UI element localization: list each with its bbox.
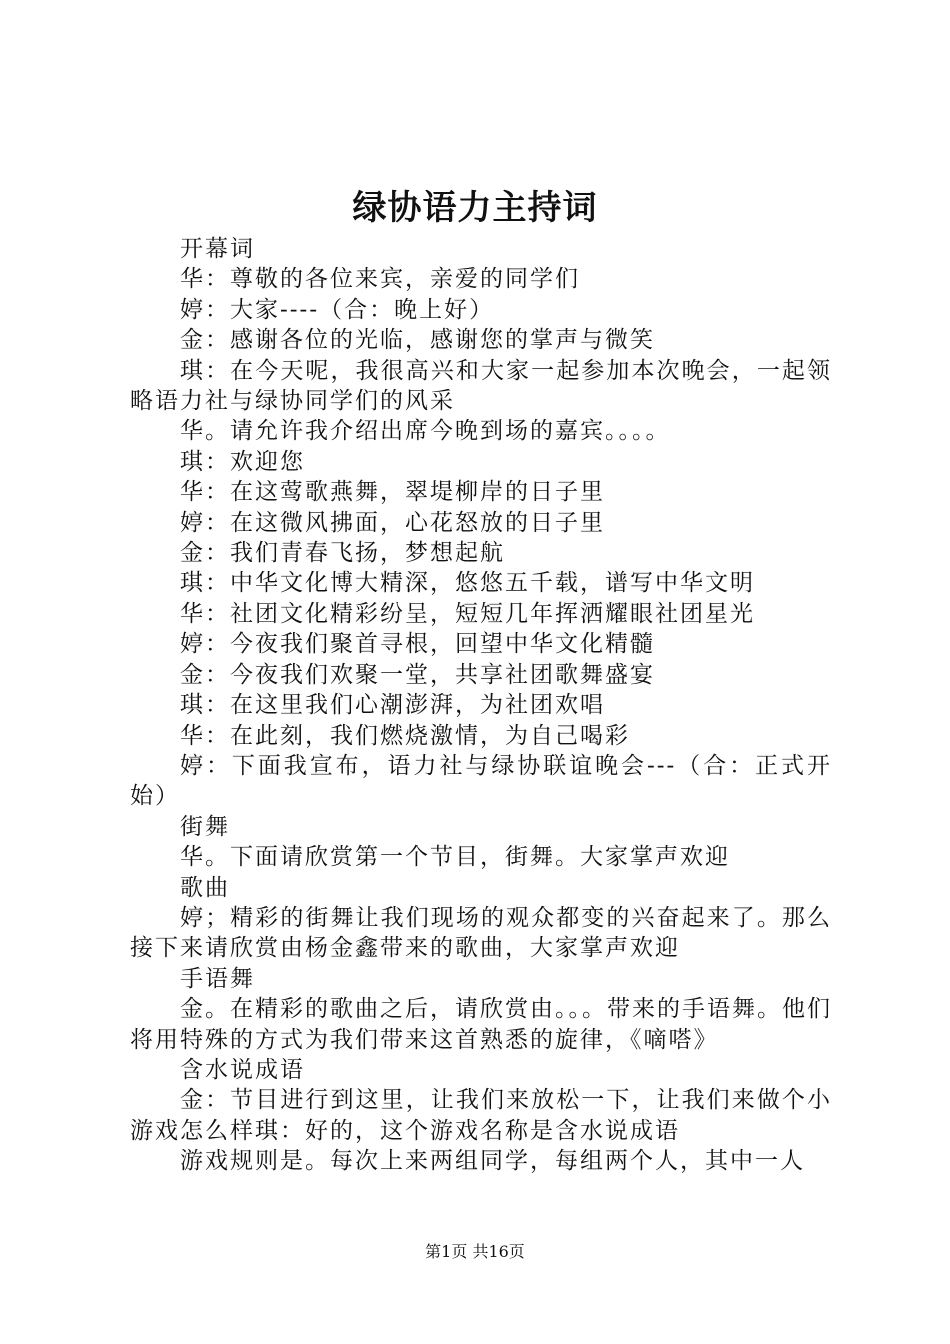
document-body: [130, 234, 832, 1177]
document-title: 绿协语力主持词: [352, 188, 598, 228]
paragraph: 开幕词: [180, 236, 255, 262]
paragraph: 游戏规则是。每次上来两组同学，每组两个人，其中一人: [180, 1148, 805, 1175]
paragraph: 华：在此刻，我们燃烧激情，为自己喝彩: [180, 722, 630, 749]
paragraph: 婷：下面我宣布，语力社与绿协联谊晚会---（合：正式开始）: [130, 752, 832, 810]
paragraph: 金：节目进行到这里，让我们来放松一下，让我们来做个小游戏怎么样琪：好的，这个游戏名称是含水说成语: [130, 1087, 832, 1144]
section-heading: 含水说成语: [180, 1056, 305, 1083]
paragraph: 琪：在这里我们心潮澎湃，为社团欢唱: [180, 692, 605, 719]
paragraph: 华。请允许我介绍出席今晚到场的嘉宾。。。。: [180, 418, 671, 445]
section-heading: 手语舞: [180, 965, 255, 992]
paragraph: 金：我们青春飞扬，梦想起航: [180, 540, 505, 567]
paragraph: 婷：今夜我们聚首寻根，回望中华文化精髓: [180, 631, 655, 658]
page-number-footer: 第1页 共16页: [425, 1242, 525, 1261]
paragraph: 琪：欢迎您: [180, 448, 305, 475]
paragraph: 华：在这莺歌燕舞，翠堤柳岸的日子里: [180, 479, 605, 506]
paragraph: 琪：中华文化博大精深，悠悠五千载，谱写中华文明: [180, 570, 755, 597]
section-heading: 歌曲: [180, 874, 230, 901]
paragraph: 婷：大家----（合：晚上好）: [180, 296, 495, 323]
paragraph: 琪：在今天呢，我很高兴和大家一起参加本次晚会，一起领略语力社与绿协同学们的风采: [130, 357, 832, 415]
paragraph: 金：今夜我们欢聚一堂，共享社团歌舞盛宴: [180, 661, 655, 688]
paragraph: 婷：在这微风拂面，心花怒放的日子里: [180, 509, 605, 536]
paragraph: 金。在精彩的歌曲之后，请欣赏由。。。带来的手语舞。他们将用特殊的方式为我们带来这首熟悉的旋律，《嘀嗒》: [130, 996, 832, 1053]
paragraph: 金：感谢各位的光临，感谢您的掌声与微笑: [180, 327, 655, 354]
paragraph: 华：社团文化精彩纷呈，短短几年挥洒耀眼社团星光: [180, 600, 755, 627]
paragraph: 婷；精彩的街舞让我们现场的观众都变的兴奋起来了。那么接下来请欣赏由杨金鑫带来的歌曲，大家掌声欢迎: [130, 904, 832, 962]
paragraph: 华：尊敬的各位来宾，亲爱的同学们: [180, 266, 580, 293]
paragraph: 华。下面请欣赏第一个节目，街舞。大家掌声欢迎: [180, 844, 730, 871]
section-heading: 街舞: [180, 813, 230, 840]
